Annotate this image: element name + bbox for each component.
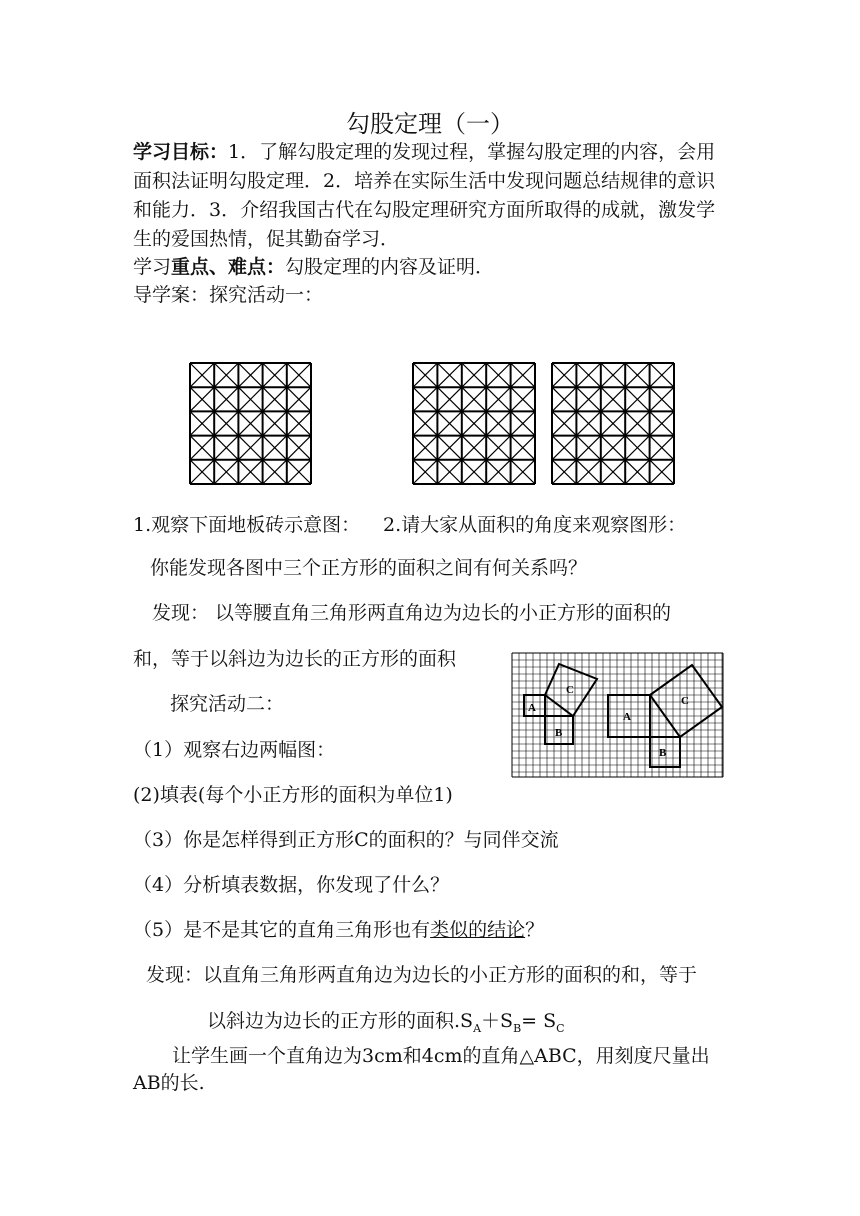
task-line1: 让学生画一个直角边为3cm和4cm的直角△ABC，用刻度尺量出 [172, 1045, 710, 1067]
activity1-question: 你能发现各图中三个正方形的面积之间有何关系吗？ [150, 557, 588, 579]
activity2-item-1: （1）观察右边两幅图： [133, 739, 336, 761]
item5-underlined: 类似的结论 [430, 919, 526, 941]
objectives-text: 1．了解勾股定理的发现过程，掌握勾股定理的内容，会用面积法证明勾股定理．2．培养在实际生活中发现问题总结规律的意识和能力．3．介绍我国古代在勾股定理研究方面所取得的成就，激发学生的爱国热情，促其勤奋学习． [133, 141, 716, 250]
key-points-label: 重点、难点： [171, 256, 286, 278]
tile-figure-3 [551, 362, 675, 485]
guide-heading: 导学案：探究活动一： [133, 284, 324, 306]
page-title: 勾股定理（一） [346, 110, 514, 138]
objectives-paragraph [133, 138, 733, 254]
label-c-right: C [681, 695, 689, 707]
activity2-item-3: （3）你是怎样得到正方形C的面积的？与同伴交流 [133, 829, 559, 851]
activity2-finding-line2 [207, 1006, 565, 1035]
activity2-finding-line1: 发现：以直角三角形两直角边为边长的小正方形的面积的和，等于 [146, 964, 698, 986]
label-b-left: B [555, 727, 563, 739]
pythagoras-grid-figure [511, 652, 725, 779]
activity2-item-4: （4）分析填表数据，你发现了什么？ [133, 874, 450, 896]
label-b-right: B [659, 747, 667, 759]
key-points [133, 252, 494, 279]
item5-prefix: （5）是不是其它的直角三角形也有 [133, 919, 431, 941]
label-a-left: A [528, 702, 536, 714]
tile-figure-1 [189, 362, 312, 485]
task-line2: AB的长. [133, 1072, 205, 1094]
item5-suffix: ？ [525, 919, 545, 941]
objectives-label: 学习目标： [133, 141, 229, 163]
key-points-prefix: 学习 [133, 256, 172, 278]
key-points-text: 勾股定理的内容及证明． [285, 256, 495, 278]
activity1-q2: 2.请大家从面积的角度来观察图形： [383, 514, 687, 536]
label-a-right: A [623, 711, 631, 723]
activity1-finding-line2: 和，等于以斜边为边长的正方形的面积 [133, 648, 457, 670]
activity2-item-5 [133, 915, 544, 942]
activity1-q1: 1.观察下面地板砖示意图： [133, 514, 361, 536]
label-c-left: C [566, 684, 574, 696]
activity2-item-2: (2)填表(每个小正方形的面积为单位1) [133, 784, 453, 806]
activity1-finding-line1: 发现： 以等腰直角三角形两直角边为边长的小正方形的面积的 [152, 602, 672, 624]
tile-figure-2 [412, 362, 536, 485]
activity2-heading: 探究活动二： [170, 693, 285, 715]
finding-line2-text: 以斜边为边长的正方形的面积. [207, 1010, 461, 1032]
formula: $S_A+S_B= S_C$ [460, 1010, 565, 1035]
